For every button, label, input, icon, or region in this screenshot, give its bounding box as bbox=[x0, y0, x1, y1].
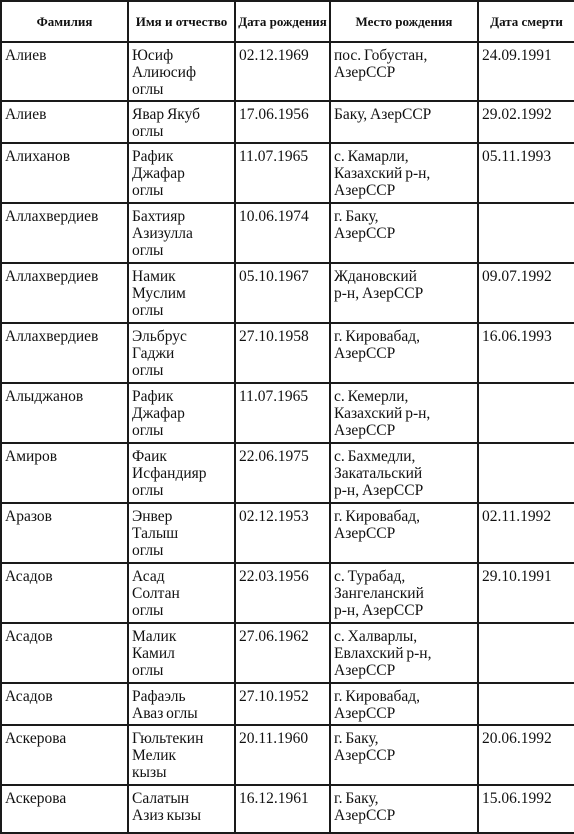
cell-name: Юсиф Алиюсиф оглы bbox=[128, 42, 235, 101]
cell-birth-place: с. Халварлы, Евлахский р-н, АзерССР bbox=[330, 623, 478, 683]
table-row bbox=[1, 101, 574, 143]
cell-surname: Асадов bbox=[1, 623, 128, 683]
header-birth-date: Дата рождения bbox=[235, 1, 330, 42]
cell-birth-place: г. Баку, АзерССР bbox=[330, 785, 478, 833]
cell-birth-date: 10.06.1974 bbox=[235, 203, 330, 263]
cell-surname: Алиханов bbox=[1, 143, 128, 203]
cell-surname: Аллахвердиев bbox=[1, 263, 128, 323]
cell-name: Салатын Азиз кызы bbox=[128, 785, 235, 833]
cell-name: Бахтияр Азизулла оглы bbox=[128, 203, 235, 263]
cell-death-date bbox=[478, 443, 574, 503]
cell-death-date bbox=[478, 203, 574, 263]
cell-name: Эльбрус Гаджи оглы bbox=[128, 323, 235, 383]
table-body bbox=[1, 42, 574, 833]
cell-birth-place: г. Кировабад, АзерССР bbox=[330, 683, 478, 725]
header-name: Имя и отчество bbox=[128, 1, 235, 42]
cell-birth-date: 05.10.1967 bbox=[235, 263, 330, 323]
cell-birth-date: 16.12.1961 bbox=[235, 785, 330, 833]
cell-surname: Аразов bbox=[1, 503, 128, 563]
cell-death-date: 02.11.1992 bbox=[478, 503, 574, 563]
cell-death-date: 29.02.1992 bbox=[478, 101, 574, 143]
cell-birth-place: с. Камарли, Казахский р-н, АзерССР bbox=[330, 143, 478, 203]
cell-death-date: 29.10.1991 bbox=[478, 563, 574, 623]
cell-surname: Амиров bbox=[1, 443, 128, 503]
cell-death-date: 09.07.1992 bbox=[478, 263, 574, 323]
cell-birth-place: г. Баку, АзерССР bbox=[330, 203, 478, 263]
cell-name: Намик Муслим оглы bbox=[128, 263, 235, 323]
cell-surname: Алиев bbox=[1, 101, 128, 143]
cell-surname: Аллахвердиев bbox=[1, 323, 128, 383]
cell-name: Энвер Талыш оглы bbox=[128, 503, 235, 563]
header-surname: Фамилия bbox=[1, 1, 128, 42]
cell-death-date bbox=[478, 683, 574, 725]
cell-birth-date: 02.12.1969 bbox=[235, 42, 330, 101]
cell-death-date: 20.06.1992 bbox=[478, 725, 574, 785]
table-row bbox=[1, 563, 574, 623]
cell-surname: Алиев bbox=[1, 42, 128, 101]
cell-birth-date: 02.12.1953 bbox=[235, 503, 330, 563]
table-row bbox=[1, 143, 574, 203]
cell-name: Рафик Джафар оглы bbox=[128, 383, 235, 443]
cell-name: Фаик Исфандияр оглы bbox=[128, 443, 235, 503]
cell-surname: Алыджанов bbox=[1, 383, 128, 443]
cell-death-date: 16.06.1993 bbox=[478, 323, 574, 383]
cell-birth-place: с. Бахмедли, Закатальский р-н, АзерССР bbox=[330, 443, 478, 503]
cell-name: Явар Якуб оглы bbox=[128, 101, 235, 143]
cell-surname: Аллахвердиев bbox=[1, 203, 128, 263]
cell-name: Малик Камил оглы bbox=[128, 623, 235, 683]
cell-birth-date: 20.11.1960 bbox=[235, 725, 330, 785]
cell-birth-date: 11.07.1965 bbox=[235, 383, 330, 443]
table-row bbox=[1, 785, 574, 833]
table-row bbox=[1, 623, 574, 683]
table-row bbox=[1, 42, 574, 101]
cell-name: Асад Солтан оглы bbox=[128, 563, 235, 623]
table-row bbox=[1, 503, 574, 563]
cell-surname: Асадов bbox=[1, 563, 128, 623]
cell-surname: Аскерова bbox=[1, 785, 128, 833]
cell-birth-place: г. Кировабад, АзерССР bbox=[330, 503, 478, 563]
table-row bbox=[1, 725, 574, 785]
header-death-date: Дата смерти bbox=[478, 1, 574, 42]
cell-death-date: 24.09.1991 bbox=[478, 42, 574, 101]
cell-birth-place: с. Кемерли, Казахский р-н, АзерССР bbox=[330, 383, 478, 443]
cell-birth-date: 27.06.1962 bbox=[235, 623, 330, 683]
cell-birth-place: Ждановский р-н, АзерССР bbox=[330, 263, 478, 323]
cell-surname: Асадов bbox=[1, 683, 128, 725]
cell-birth-date: 22.06.1975 bbox=[235, 443, 330, 503]
cell-death-date bbox=[478, 623, 574, 683]
cell-name: Рафаэль Аваз оглы bbox=[128, 683, 235, 725]
header-birth-place: Место рождения bbox=[330, 1, 478, 42]
cell-birth-place: г. Баку, АзерССР bbox=[330, 725, 478, 785]
cell-birth-place: пос. Гобустан, АзерССР bbox=[330, 42, 478, 101]
cell-birth-date: 27.10.1958 bbox=[235, 323, 330, 383]
cell-birth-date: 22.03.1956 bbox=[235, 563, 330, 623]
cell-birth-date: 11.07.1965 bbox=[235, 143, 330, 203]
cell-birth-place: г. Кировабад, АзерССР bbox=[330, 323, 478, 383]
cell-death-date: 15.06.1992 bbox=[478, 785, 574, 833]
cell-name: Гюльтекин Мелик кызы bbox=[128, 725, 235, 785]
cell-birth-place: Баку, АзерССР bbox=[330, 101, 478, 143]
cell-surname: Аскерова bbox=[1, 725, 128, 785]
table-row bbox=[1, 443, 574, 503]
cell-name: Рафик Джафар оглы bbox=[128, 143, 235, 203]
cell-death-date bbox=[478, 383, 574, 443]
cell-birth-date: 17.06.1956 bbox=[235, 101, 330, 143]
table-row bbox=[1, 203, 574, 263]
cell-death-date: 05.11.1993 bbox=[478, 143, 574, 203]
cell-birth-date: 27.10.1952 bbox=[235, 683, 330, 725]
header-row bbox=[1, 1, 574, 42]
table-header bbox=[1, 1, 574, 42]
table-row bbox=[1, 263, 574, 323]
table-row bbox=[1, 383, 574, 443]
table-row bbox=[1, 323, 574, 383]
table-row bbox=[1, 683, 574, 725]
cell-birth-place: с. Турабад, Зангеланский р-н, АзерССР bbox=[330, 563, 478, 623]
